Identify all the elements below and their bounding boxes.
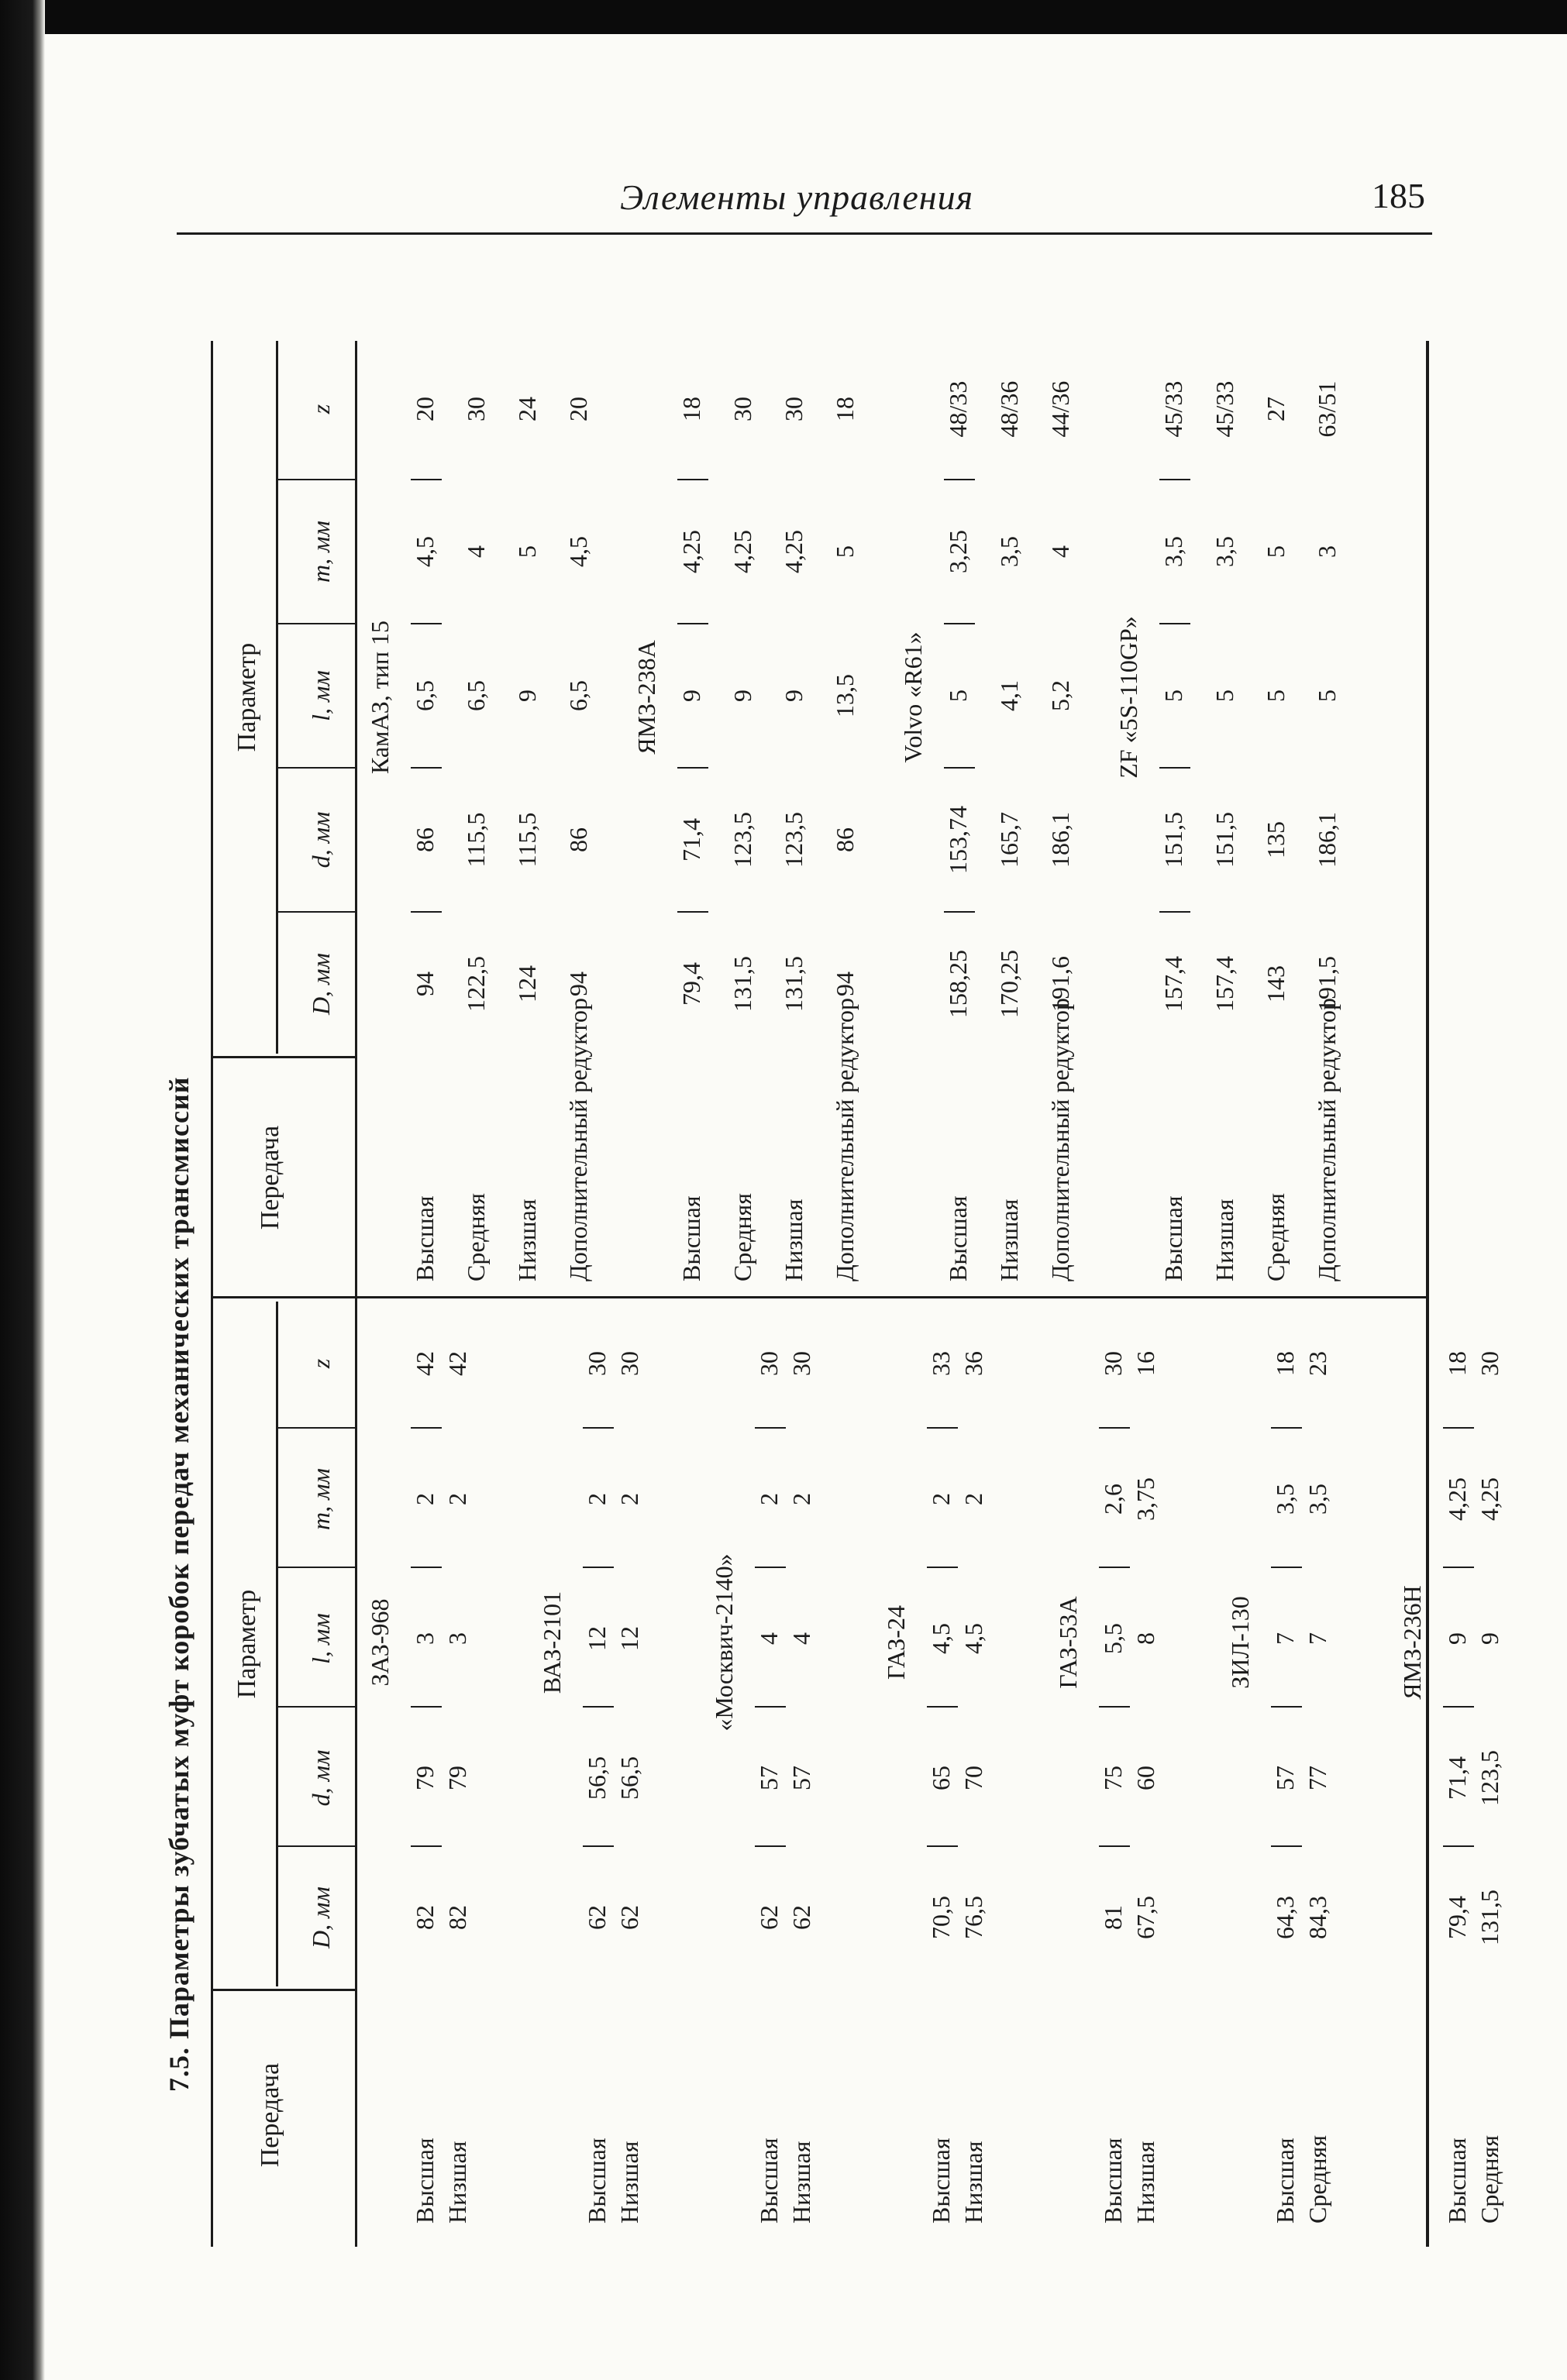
- left-value-d: 60: [1131, 1766, 1159, 1790]
- left-value-D: 82: [443, 1905, 471, 1930]
- running-title: Элементы управления: [620, 177, 973, 217]
- right-value-z: 20: [564, 397, 592, 421]
- right-value-l: 5: [1211, 690, 1238, 702]
- left-value-D: 70,5: [927, 1896, 955, 1939]
- value-separator: [1159, 767, 1190, 769]
- right-value-l: 13,5: [831, 674, 859, 717]
- right-value-m: 3: [1313, 545, 1341, 558]
- right-value-d: 86: [411, 827, 439, 852]
- right-value-m: 3,5: [1211, 536, 1238, 567]
- right-table-row: [944, 341, 984, 2247]
- value-separator: [1099, 1427, 1130, 1429]
- left-gear-label: Низшая: [615, 2141, 643, 2224]
- value-separator: [1159, 623, 1190, 624]
- value-separator: [1159, 479, 1190, 480]
- right-value-d: 186,1: [1313, 812, 1341, 868]
- left-value-m: 2: [959, 1493, 987, 1505]
- right-value-l: 9: [780, 690, 808, 702]
- left-value-d: 57: [1271, 1766, 1299, 1790]
- right-header-rule: [212, 1056, 356, 1058]
- right-group-title: Volvo «R61»: [899, 631, 927, 763]
- left-group-title: ЗИЛ-130: [1226, 1596, 1254, 1689]
- right-table-row: [831, 341, 871, 2247]
- left-value-D: 62: [787, 1905, 815, 1930]
- left-value-m: 3,5: [1304, 1484, 1331, 1515]
- right-value-D: 143: [1262, 965, 1290, 1003]
- right-value-m: 4: [1046, 545, 1074, 558]
- left-value-D: 131,5: [1476, 1890, 1503, 1945]
- left-value-d: 56,5: [615, 1756, 643, 1800]
- left-value-z: 30: [1476, 1351, 1503, 1376]
- left-value-m: 3,5: [1271, 1484, 1299, 1515]
- value-separator: [411, 911, 442, 913]
- right-table-row: [1262, 341, 1302, 2247]
- table-caption: 7.5. Параметры зубчатых муфт коробок передач механических трансмиссий: [164, 1076, 195, 2092]
- right-table-row: [728, 341, 769, 2247]
- value-separator: [1443, 1427, 1474, 1429]
- right-gear-label: Высшая: [944, 1195, 972, 1281]
- right-value-m: 5: [1262, 545, 1290, 558]
- left-value-z: 42: [443, 1351, 471, 1376]
- right-value-d: 151,5: [1159, 812, 1187, 868]
- left-value-D: 82: [411, 1905, 439, 1930]
- right-value-D: 131,5: [780, 956, 808, 1012]
- left-group-title: ЗАЗ-968: [366, 1598, 394, 1687]
- left-value-z: 36: [959, 1351, 987, 1376]
- left-value-d: 79: [411, 1766, 439, 1790]
- value-separator: [411, 479, 442, 480]
- value-separator: [1099, 1706, 1130, 1708]
- right-value-z: 27: [1262, 397, 1290, 421]
- right-param-rule: [276, 341, 278, 1054]
- left-gear-label: Высшая: [755, 2138, 783, 2224]
- right-value-m: 3,5: [995, 536, 1023, 567]
- left-param-header: Параметр: [232, 1589, 261, 1699]
- right-value-l: 4,1: [995, 680, 1023, 711]
- left-value-d: 75: [1099, 1766, 1127, 1790]
- page-number: 185: [1372, 176, 1425, 215]
- value-separator: [944, 623, 975, 624]
- column-header-rule: [277, 1706, 356, 1708]
- left-value-l: 9: [1443, 1632, 1471, 1645]
- left-value-D: 81: [1099, 1905, 1127, 1930]
- left-col-header: z: [307, 1358, 335, 1369]
- right-value-D: 170,25: [995, 950, 1023, 1018]
- right-table-row: [1211, 341, 1251, 2247]
- right-value-z: 18: [831, 397, 859, 421]
- left-group-title: «Москвич-2140»: [710, 1553, 738, 1732]
- header-rule: [177, 232, 1432, 235]
- right-value-z: 48/33: [944, 380, 972, 438]
- left-value-l: 8: [1131, 1632, 1159, 1645]
- value-separator: [677, 911, 708, 913]
- left-value-z: 33: [927, 1351, 955, 1376]
- value-separator: [1443, 1706, 1474, 1708]
- left-value-D: 84,3: [1304, 1896, 1331, 1939]
- value-separator: [944, 911, 975, 913]
- left-value-D: 62: [755, 1905, 783, 1930]
- left-gear-label: Средняя: [1304, 2135, 1331, 2224]
- right-value-m: 4,25: [780, 530, 808, 573]
- left-value-D: 76,5: [959, 1896, 987, 1939]
- column-header-rule: [277, 1845, 356, 1847]
- right-value-m: 5: [513, 545, 541, 558]
- right-value-d: 86: [831, 827, 859, 852]
- left-value-D: 67,5: [1131, 1896, 1159, 1939]
- right-gear-label: Средняя: [1262, 1193, 1290, 1281]
- right-value-z: 20: [411, 397, 439, 421]
- value-separator: [1443, 1567, 1474, 1568]
- right-value-D: 157,4: [1159, 956, 1187, 1012]
- right-value-d: 153,74: [944, 806, 972, 874]
- right-gear-label: Высшая: [1159, 1195, 1187, 1281]
- value-separator: [1099, 1845, 1130, 1847]
- right-value-l: 5: [944, 690, 972, 702]
- right-gear-label: Низшая: [995, 1199, 1023, 1281]
- left-table-row: [1476, 341, 1516, 2247]
- left-value-m: 4,25: [1443, 1477, 1471, 1521]
- left-gear-label: Низшая: [1131, 2141, 1159, 2224]
- value-separator: [677, 623, 708, 624]
- right-value-m: 3,5: [1159, 536, 1187, 567]
- right-value-z: 18: [677, 397, 705, 421]
- right-gear-label: Низшая: [513, 1199, 541, 1281]
- left-value-d: 77: [1304, 1766, 1331, 1790]
- right-table-row: [677, 341, 718, 2247]
- right-value-z: 30: [728, 397, 756, 421]
- left-value-l: 7: [1304, 1632, 1331, 1645]
- left-value-l: 3: [443, 1632, 471, 1645]
- left-value-D: 64,3: [1271, 1896, 1299, 1939]
- right-value-d: 123,5: [728, 812, 756, 868]
- right-value-l: 9: [513, 690, 541, 702]
- left-value-z: 42: [411, 1351, 439, 1376]
- right-value-D: 94: [831, 972, 859, 996]
- left-value-m: 2,6: [1099, 1484, 1127, 1515]
- left-value-l: 4,5: [959, 1623, 987, 1654]
- left-value-z: 30: [583, 1351, 611, 1376]
- right-value-d: 165,7: [995, 812, 1023, 868]
- right-value-l: 5: [1313, 690, 1341, 702]
- right-gear-label: Дополнительный редуктор: [1313, 998, 1341, 1281]
- left-value-m: 2: [443, 1493, 471, 1505]
- value-separator: [411, 767, 442, 769]
- left-gear-label: Средняя: [1476, 2135, 1503, 2224]
- left-value-D: 79,4: [1443, 1896, 1471, 1939]
- rotated-table-page: [155, 341, 1503, 2247]
- right-value-z: 63/51: [1313, 380, 1341, 438]
- left-gear-label: Высшая: [927, 2138, 955, 2224]
- right-value-d: 151,5: [1211, 812, 1238, 868]
- left-value-l: 7: [1271, 1632, 1299, 1645]
- right-table-row: [780, 341, 820, 2247]
- right-value-d: 115,5: [462, 812, 490, 868]
- value-separator: [944, 767, 975, 769]
- left-value-m: 2: [583, 1493, 611, 1505]
- right-col-header: d, мм: [307, 811, 335, 868]
- right-value-d: 135: [1262, 821, 1290, 858]
- left-value-z: 23: [1304, 1351, 1331, 1376]
- right-group-title: ЯМЗ-238А: [632, 640, 660, 755]
- right-group-title: КамАЗ, тип 15: [366, 621, 394, 774]
- right-value-z: 45/33: [1211, 380, 1238, 438]
- right-value-D: 157,4: [1211, 956, 1238, 1012]
- right-table-row: [513, 341, 553, 2247]
- right-col-header: m, мм: [307, 521, 335, 583]
- header-bottom-rule: [355, 341, 357, 2247]
- left-gear-label: Высшая: [1443, 2138, 1471, 2224]
- left-col-header: l, мм: [307, 1613, 335, 1664]
- left-value-m: 4,25: [1476, 1477, 1503, 1521]
- left-value-d: 56,5: [583, 1756, 611, 1800]
- left-value-l: 12: [583, 1626, 611, 1651]
- left-group-title: ГАЗ-24: [882, 1605, 910, 1680]
- right-value-l: 6,5: [411, 680, 439, 711]
- left-col-header: d, мм: [307, 1749, 335, 1807]
- right-value-l: 5,2: [1046, 680, 1074, 711]
- right-value-m: 4: [462, 545, 490, 558]
- right-col-header: D, мм: [307, 953, 335, 1015]
- left-value-d: 79: [443, 1766, 471, 1790]
- right-value-z: 30: [780, 397, 808, 421]
- value-separator: [1159, 911, 1190, 913]
- left-col-header: m, мм: [307, 1468, 335, 1530]
- left-gear-label: Высшая: [583, 2138, 611, 2224]
- column-header-rule: [277, 1567, 356, 1568]
- right-value-d: 123,5: [780, 812, 808, 868]
- right-value-l: 9: [677, 690, 705, 702]
- right-value-l: 6,5: [564, 680, 592, 711]
- right-table-row: [1159, 341, 1200, 2247]
- left-value-l: 5,5: [1099, 1623, 1127, 1654]
- left-value-l: 4: [787, 1632, 815, 1645]
- right-table-row: [564, 341, 604, 2247]
- right-value-z: 45/33: [1159, 380, 1187, 438]
- right-group-title: ZF «5S-110GP»: [1114, 616, 1142, 779]
- left-value-l: 4: [755, 1632, 783, 1645]
- right-value-d: 71,4: [677, 818, 705, 862]
- left-value-m: 2: [787, 1493, 815, 1505]
- table-top-rule: [211, 341, 213, 2247]
- right-value-l: 9: [728, 690, 756, 702]
- right-value-l: 5: [1159, 690, 1187, 702]
- value-separator: [411, 623, 442, 624]
- left-gear-label: Высшая: [1271, 2138, 1299, 2224]
- left-col-header: D, мм: [307, 1886, 335, 1948]
- right-value-m: 4,25: [677, 530, 705, 573]
- right-value-z: 48/36: [995, 380, 1023, 438]
- right-value-D: 158,25: [944, 950, 972, 1018]
- right-value-z: 30: [462, 397, 490, 421]
- column-header-rule: [277, 1427, 356, 1429]
- right-col-header: l, мм: [307, 670, 335, 721]
- right-col-header: z: [307, 404, 335, 414]
- left-value-z: 30: [787, 1351, 815, 1376]
- right-gear-label: Средняя: [462, 1193, 490, 1281]
- right-value-m: 3,25: [944, 530, 972, 573]
- right-value-m: 4,5: [411, 536, 439, 567]
- column-header-rule: [277, 623, 356, 624]
- right-table-row: [1046, 341, 1087, 2247]
- right-value-l: 5: [1262, 690, 1290, 702]
- right-gear-label: Высшая: [411, 1195, 439, 1281]
- left-value-d: 71,4: [1443, 1756, 1471, 1800]
- right-value-D: 191,6: [1046, 956, 1074, 1012]
- left-value-m: 3,75: [1131, 1477, 1159, 1521]
- left-group-title: ГАЗ-53А: [1054, 1596, 1082, 1689]
- left-value-d: 123,5: [1476, 1750, 1503, 1806]
- left-value-m: 2: [411, 1493, 439, 1505]
- left-value-m: 2: [615, 1493, 643, 1505]
- left-value-d: 57: [755, 1766, 783, 1790]
- right-table-row: [411, 341, 451, 2247]
- right-value-D: 94: [411, 972, 439, 996]
- scan-top-edge: [0, 0, 1567, 34]
- left-value-D: 62: [615, 1905, 643, 1930]
- right-gear-label: Низшая: [1211, 1199, 1238, 1281]
- left-value-z: 18: [1271, 1351, 1299, 1376]
- right-value-D: 131,5: [728, 956, 756, 1012]
- left-value-z: 30: [755, 1351, 783, 1376]
- left-gear-header: Передача: [256, 2062, 284, 2168]
- left-value-l: 9: [1476, 1632, 1503, 1645]
- right-gear-label: Высшая: [677, 1195, 705, 1281]
- column-header-rule: [277, 911, 356, 913]
- left-group-title: ВАЗ-2101: [538, 1591, 566, 1694]
- right-value-m: 5: [831, 545, 859, 558]
- left-value-d: 70: [959, 1766, 987, 1790]
- left-value-z: 16: [1131, 1351, 1159, 1376]
- left-value-l: 3: [411, 1632, 439, 1645]
- left-param-rule: [276, 1302, 278, 1986]
- right-gear-label: Средняя: [728, 1193, 756, 1281]
- left-value-d: 65: [927, 1766, 955, 1790]
- right-gear-label: Дополнительный редуктор: [564, 998, 592, 1281]
- left-value-m: 2: [755, 1493, 783, 1505]
- value-separator: [1099, 1567, 1130, 1568]
- left-value-z: 18: [1443, 1351, 1471, 1376]
- left-value-l: 12: [615, 1626, 643, 1651]
- right-table-row: [462, 341, 502, 2247]
- right-value-z: 24: [513, 397, 541, 421]
- value-separator: [1443, 1845, 1474, 1847]
- right-value-D: 122,5: [462, 956, 490, 1012]
- right-table-row: [1313, 341, 1353, 2247]
- scan-left-edge: [0, 0, 45, 2380]
- right-value-D: 124: [513, 965, 541, 1003]
- right-value-l: 6,5: [462, 680, 490, 711]
- left-value-l: 4,5: [927, 1623, 955, 1654]
- right-gear-label: Дополнительный редуктор: [1046, 998, 1074, 1281]
- left-value-z: 30: [615, 1351, 643, 1376]
- right-table-row: [995, 341, 1035, 2247]
- left-value-d: 57: [787, 1766, 815, 1790]
- right-gear-label: Низшая: [780, 1199, 808, 1281]
- left-value-z: 30: [1099, 1351, 1127, 1376]
- right-value-D: 94: [564, 972, 592, 996]
- left-gear-label: Низшая: [787, 2141, 815, 2224]
- left-value-D: 62: [583, 1905, 611, 1930]
- left-gear-label: Низшая: [443, 2141, 471, 2224]
- right-gear-header: Передача: [256, 1125, 284, 1230]
- right-value-m: 4,5: [564, 536, 592, 567]
- value-separator: [677, 479, 708, 480]
- right-value-m: 4,25: [728, 530, 756, 573]
- column-header-rule: [277, 767, 356, 769]
- right-param-header: Параметр: [232, 642, 261, 752]
- left-gear-label: Низшая: [959, 2141, 987, 2224]
- right-value-D: 79,4: [677, 962, 705, 1006]
- right-value-d: 115,5: [513, 812, 541, 868]
- value-separator: [677, 767, 708, 769]
- left-value-m: 2: [927, 1493, 955, 1505]
- left-group-title: ЯМЗ-236Н: [1398, 1585, 1426, 1700]
- left-gear-label: Высшая: [411, 2138, 439, 2224]
- left-gear-label: Высшая: [1099, 2138, 1127, 2224]
- right-gear-label: Дополнительный редуктор: [831, 998, 859, 1281]
- right-value-d: 86: [564, 827, 592, 852]
- column-header-rule: [277, 479, 356, 480]
- right-value-d: 186,1: [1046, 812, 1074, 868]
- value-separator: [944, 479, 975, 480]
- right-value-z: 44/36: [1046, 380, 1074, 438]
- right-value-D: 191,5: [1313, 956, 1341, 1012]
